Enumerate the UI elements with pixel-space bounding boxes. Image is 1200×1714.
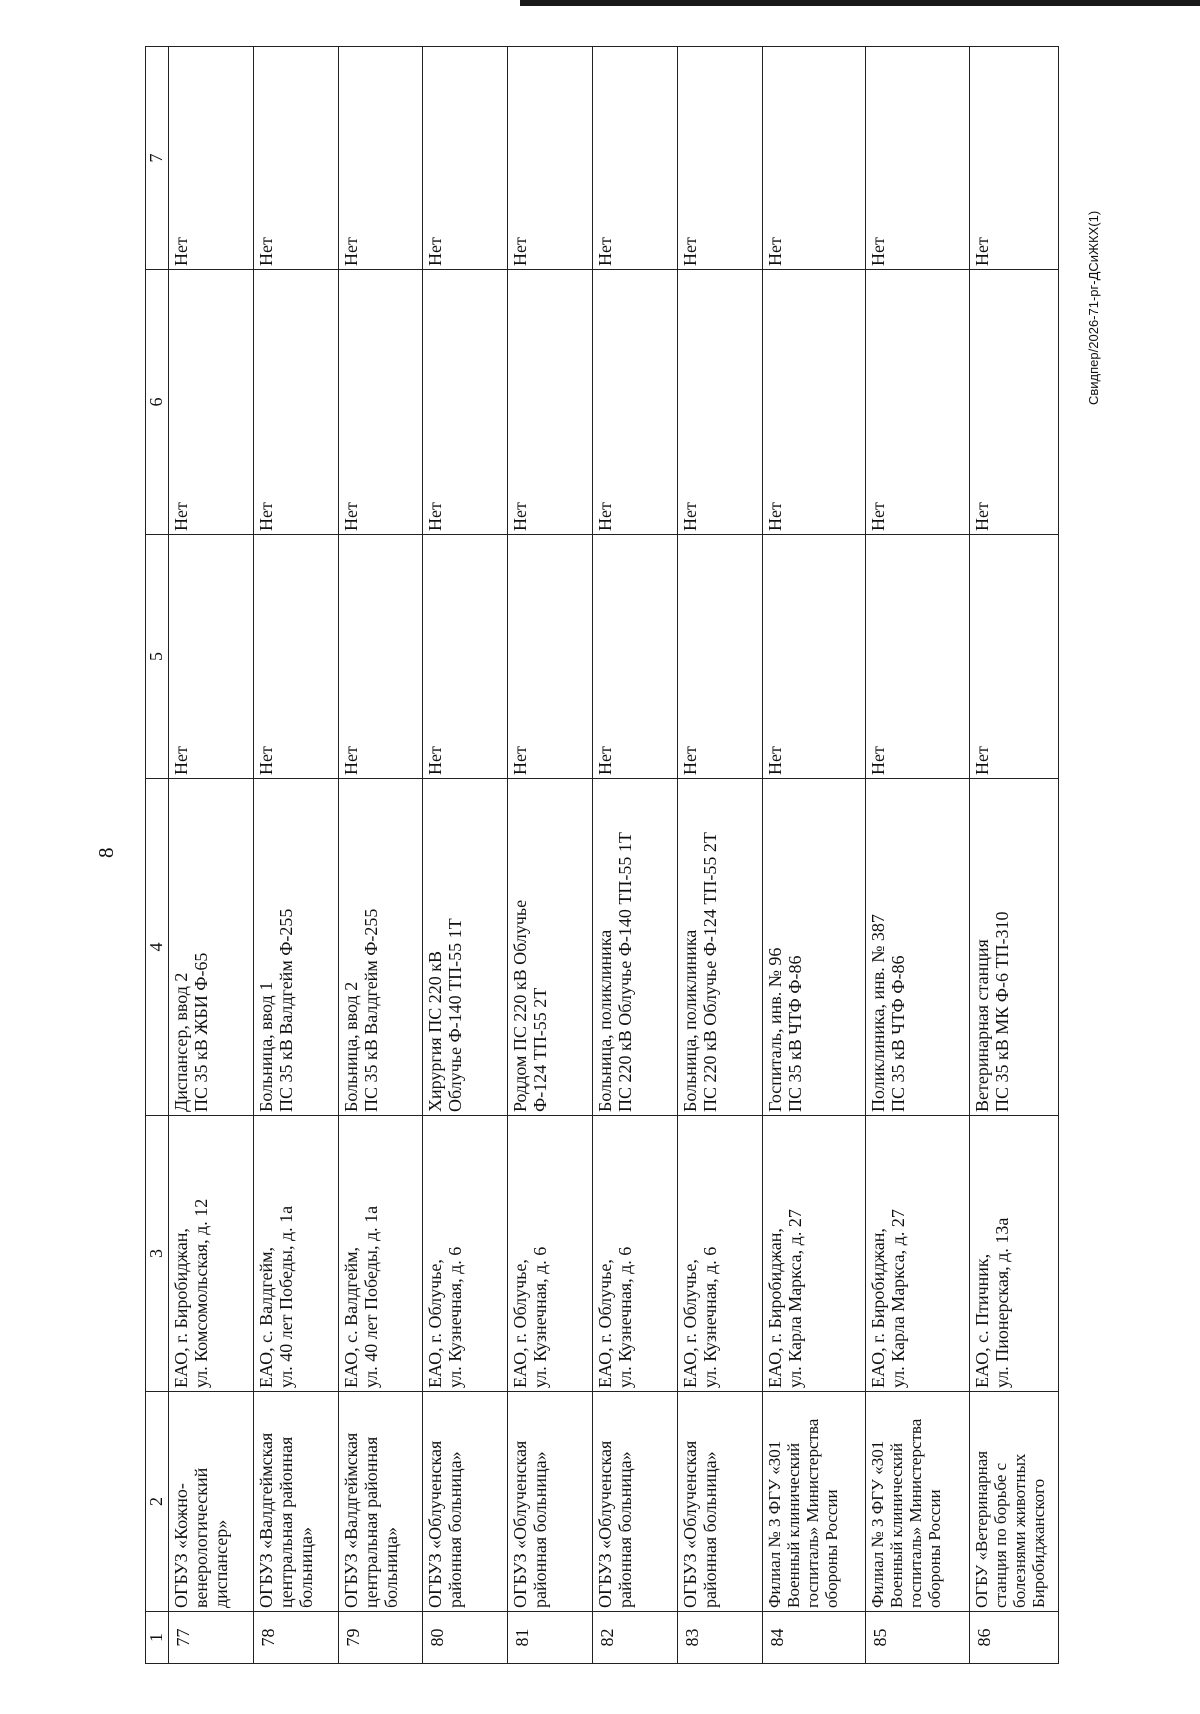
cell-text: Нет (510, 746, 531, 775)
table-row (677, 47, 762, 1664)
column-header: 3 (146, 1116, 169, 1392)
cell-text: ул. Карла Маркса, д. 27 (888, 1209, 909, 1388)
organization-cell (866, 1392, 970, 1612)
organization-cell (338, 1392, 423, 1612)
cell-text: ПС 35 кВ ЧТФ Ф-86 (888, 955, 909, 1112)
column-5-cell (593, 535, 678, 779)
cell-text: Нет (425, 746, 446, 775)
cell-text: Нет (171, 746, 191, 775)
cell-text: ОГБУЗ «Облученская районная больница» (679, 1440, 720, 1608)
column-6-cell (338, 270, 423, 535)
organization-cell (423, 1392, 508, 1612)
address-cell (253, 1116, 338, 1392)
page-number: 8 (94, 847, 118, 858)
cell-text: Нет (971, 502, 992, 531)
column-7-cell (338, 47, 423, 270)
cell-text: ул. 40 лет Победы, д. 1а (275, 1205, 296, 1388)
column-6-cell (866, 270, 970, 535)
cell-text: Больница, ввод 2 (340, 981, 361, 1112)
cell-text: Нет (764, 502, 785, 531)
address-cell (423, 1116, 508, 1392)
cell-text: Нет (868, 746, 889, 775)
cell-text: Нет (510, 502, 531, 531)
organization-cell (593, 1392, 678, 1612)
column-header: 6 (146, 270, 169, 535)
row-number-cell (762, 1612, 866, 1664)
column-5-cell (253, 535, 338, 779)
cell-text: Облучье Ф-140 ТП-55 1Т (445, 918, 466, 1112)
cell-text: ул. 40 лет Победы, д. 1а (360, 1205, 381, 1388)
cell-text: Нет (340, 746, 361, 775)
cell-text: ОГБУЗ «Валдгеймская центральная районная больница» (255, 1432, 316, 1608)
cell-text: Нет (595, 502, 616, 531)
cell-text: Нет (255, 502, 276, 531)
row-number-cell (253, 1612, 338, 1664)
column-5-cell (338, 535, 423, 779)
cell-text: Нет (340, 237, 361, 266)
power-object-cell (253, 779, 338, 1116)
column-5-cell (508, 535, 593, 779)
cell-text: Филиал № 3 ФГУ «301 Военный клинический госпиталь» Министерства обороны России (764, 1418, 841, 1608)
cell-text: Нет (764, 237, 785, 266)
cell-text: Госпиталь, инв. № 96 (764, 947, 785, 1112)
power-object-cell (969, 779, 1058, 1116)
cell-text: ул. Пионерская, д. 13а (991, 1217, 1012, 1388)
cell-text: Нет (679, 502, 700, 531)
row-number-cell (508, 1612, 593, 1664)
power-object-cell (508, 779, 593, 1116)
row-number-cell (423, 1612, 508, 1664)
cell-text: 85 (870, 1628, 891, 1647)
facilities-table (145, 46, 1059, 1664)
cell-text: ПС 220 кВ Облучье Ф-124 ТП-55 2Т (699, 832, 720, 1112)
cell-text: Филиал № 3 ФГУ «301 Военный клинический госпиталь» Министерства обороны России (868, 1418, 945, 1608)
column-5-cell (169, 535, 254, 779)
cell-text: ОГБУЗ «Облученская районная больница» (425, 1440, 466, 1608)
cell-text: ОГБУЗ «Облученская районная больница» (510, 1440, 551, 1608)
cell-text: ЕАО, г. Биробиджан, (171, 1228, 191, 1388)
row-number-cell (338, 1612, 423, 1664)
address-cell (762, 1116, 866, 1392)
power-object-cell (423, 779, 508, 1116)
column-7-cell (677, 47, 762, 270)
cell-text: ул. Кузнечная, д. 6 (530, 1246, 551, 1388)
cell-text: ЕАО, г. Облучье, (510, 1259, 531, 1388)
cell-text: ЕАО, с. Валдгейм, (255, 1246, 276, 1388)
cell-text: ул. Комсомольская, д. 12 (191, 1198, 211, 1388)
column-6-cell (169, 270, 254, 535)
cell-text: Нет (868, 237, 889, 266)
cell-text: Нет (425, 237, 446, 266)
power-object-cell (677, 779, 762, 1116)
table-container (145, 47, 1059, 1664)
organization-cell (969, 1392, 1058, 1612)
cell-text: Ветеринарная станция (971, 939, 992, 1112)
table-row (866, 47, 970, 1664)
column-6-cell (969, 270, 1058, 535)
column-6-cell (677, 270, 762, 535)
row-number-cell (593, 1612, 678, 1664)
table-row (423, 47, 508, 1664)
table-row (169, 47, 254, 1664)
column-header: 5 (146, 535, 169, 779)
cell-text: Нет (971, 237, 992, 266)
column-5-cell (762, 535, 866, 779)
table-row (253, 47, 338, 1664)
cell-text: ЕАО, г. Облучье, (425, 1259, 446, 1388)
address-cell (969, 1116, 1058, 1392)
column-5-cell (969, 535, 1058, 779)
cell-text: 82 (597, 1628, 618, 1647)
cell-text: Нет (595, 237, 616, 266)
column-6-cell (253, 270, 338, 535)
cell-text: Нет (679, 237, 700, 266)
cell-text: 79 (342, 1628, 363, 1647)
column-7-cell (969, 47, 1058, 270)
cell-text: Нет (764, 746, 785, 775)
cell-text: ЕАО, с. Валдгейм, (340, 1246, 361, 1388)
cell-text: ОГБУЗ «Кожно-венерологический диспансер» (171, 1467, 231, 1608)
cell-text: Диспансер, ввод 2 (171, 972, 191, 1112)
cell-text: ул. Кузнечная, д. 6 (699, 1246, 720, 1388)
address-cell (593, 1116, 678, 1392)
power-object-cell (338, 779, 423, 1116)
cell-text: 81 (512, 1628, 533, 1647)
power-object-cell (762, 779, 866, 1116)
column-7-cell (253, 47, 338, 270)
table-row (508, 47, 593, 1664)
column-7-cell (593, 47, 678, 270)
cell-text: Нет (868, 502, 889, 531)
table-header-row (146, 47, 169, 1664)
cell-text: Нет (510, 237, 531, 266)
cell-text: 77 (173, 1628, 193, 1647)
cell-text: ПС 35 кВ МК Ф-6 ТП-310 (991, 911, 1012, 1112)
address-cell (677, 1116, 762, 1392)
cell-text: Ф-124 ТП-55 2Т (530, 987, 551, 1112)
document-footer-code: Свидпер/2026-71-рг-ДСиЖКХ(1) (1086, 210, 1101, 405)
cell-text: ОГБУЗ «Облученская районная больница» (595, 1440, 636, 1608)
cell-text: ПС 220 кВ Облучье Ф-140 ТП-55 1Т (615, 832, 636, 1112)
address-cell (508, 1116, 593, 1392)
cell-text: Нет (595, 746, 616, 775)
address-cell (338, 1116, 423, 1392)
column-header: 7 (146, 47, 169, 270)
column-header: 1 (146, 1612, 169, 1664)
address-cell (169, 1116, 254, 1392)
power-object-cell (169, 779, 254, 1116)
cell-text: ПС 35 кВ ЖБИ Ф-65 (191, 952, 211, 1112)
cell-text: ОГБУЗ «Валдгеймская центральная районная больница» (340, 1432, 401, 1608)
cell-text: 80 (427, 1628, 448, 1647)
cell-text: 86 (973, 1628, 994, 1647)
cell-text: ЕАО, с. Птичник, (971, 1253, 992, 1388)
cell-text: Больница, ввод 1 (255, 981, 276, 1112)
cell-text: Нет (679, 746, 700, 775)
scan-edge-bar (520, 0, 1200, 6)
row-number-cell (169, 1612, 254, 1664)
organization-cell (677, 1392, 762, 1612)
cell-text: ПС 35 кВ Валдгейм Ф-255 (275, 908, 296, 1112)
column-5-cell (423, 535, 508, 779)
cell-text: ЕАО, г. Облучье, (679, 1259, 700, 1388)
column-6-cell (423, 270, 508, 535)
cell-text: ул. Карла Маркса, д. 27 (784, 1209, 805, 1388)
column-6-cell (593, 270, 678, 535)
row-number-cell (969, 1612, 1058, 1664)
cell-text: Нет (255, 237, 276, 266)
organization-cell (169, 1392, 254, 1612)
column-6-cell (762, 270, 866, 535)
row-number-cell (866, 1612, 970, 1664)
column-7-cell (866, 47, 970, 270)
cell-text: ЕАО, г. Биробиджан, (868, 1228, 889, 1388)
cell-text: Нет (255, 746, 276, 775)
column-header: 2 (146, 1392, 169, 1612)
cell-text: ЕАО, г. Биробиджан, (764, 1228, 785, 1388)
cell-text: 78 (257, 1628, 278, 1647)
column-7-cell (508, 47, 593, 270)
cell-text: Нет (971, 746, 992, 775)
cell-text: ПС 35 кВ Валдгейм Ф-255 (360, 908, 381, 1112)
power-object-cell (866, 779, 970, 1116)
cell-text: Нет (425, 502, 446, 531)
column-6-cell (508, 270, 593, 535)
organization-cell (508, 1392, 593, 1612)
cell-text: ул. Кузнечная, д. 6 (615, 1246, 636, 1388)
cell-text: 84 (766, 1628, 787, 1647)
table-row (969, 47, 1058, 1664)
cell-text: Больница, поликлиника (679, 929, 700, 1112)
cell-text: Больница, поликлиника (595, 929, 616, 1112)
cell-text: ОГБУ «Ветеринарная станция по борьбе с болезнями животных Биробиджанского (971, 1450, 1048, 1608)
column-7-cell (169, 47, 254, 270)
row-number-cell (677, 1612, 762, 1664)
table-row (338, 47, 423, 1664)
cell-text: Нет (340, 502, 361, 531)
column-7-cell (762, 47, 866, 270)
cell-text: Нет (171, 237, 191, 266)
table-row (593, 47, 678, 1664)
column-5-cell (866, 535, 970, 779)
column-header: 4 (146, 779, 169, 1116)
column-5-cell (677, 535, 762, 779)
cell-text: 83 (681, 1628, 702, 1647)
table-row (762, 47, 866, 1664)
organization-cell (253, 1392, 338, 1612)
organization-cell (762, 1392, 866, 1612)
cell-text: ПС 35 кВ ЧТФ Ф-86 (784, 955, 805, 1112)
cell-text: Поликлиника, инв. № 387 (868, 914, 889, 1112)
cell-text: ул. Кузнечная, д. 6 (445, 1246, 466, 1388)
cell-text: Нет (171, 502, 191, 531)
address-cell (866, 1116, 970, 1392)
cell-text: ЕАО, г. Облучье, (595, 1259, 616, 1388)
power-object-cell (593, 779, 678, 1116)
column-7-cell (423, 47, 508, 270)
cell-text: Хирургия ПС 220 кВ (425, 951, 446, 1112)
cell-text: Роддом ПС 220 кВ Облучье (510, 899, 531, 1112)
